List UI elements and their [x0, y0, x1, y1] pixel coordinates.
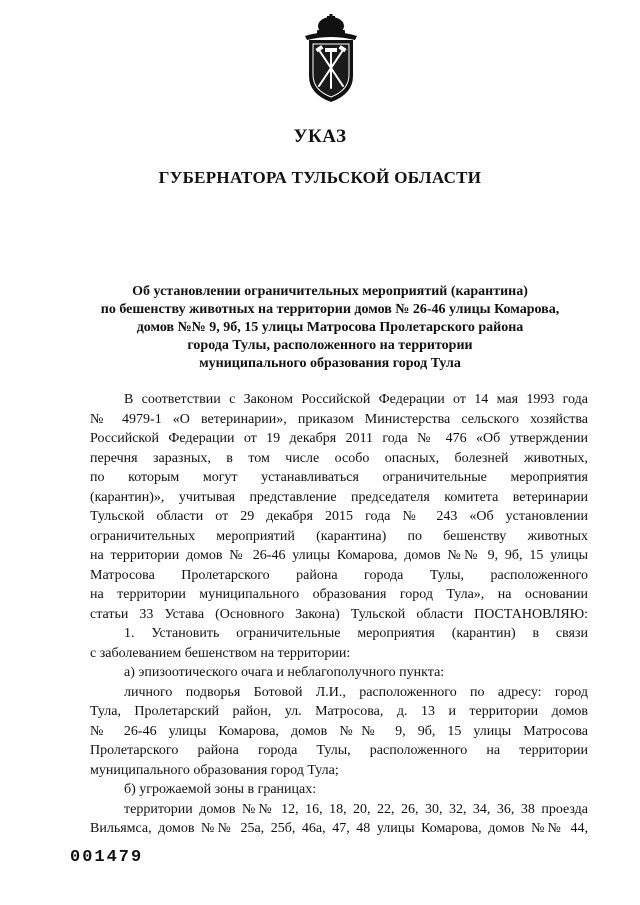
body-line: (карантин)», учитывая представление председателя комитета ветеринарии	[90, 489, 588, 505]
body-line: на территории домов № 26-46 улицы Комарова, домов №№ 9, 9б, 15 улицы	[90, 548, 588, 563]
tula-coat-of-arms-icon	[301, 14, 361, 104]
body-line: территории домов №№ 12, 16, 18, 20, 22, 26, 30, 32, 34, 36, 38 проезда	[124, 801, 588, 817]
decree-title: УКАЗ	[293, 126, 347, 147]
body-line: а) эпизоотического очага и неблагополучного пункта:	[124, 665, 445, 680]
body-line: личного подворья Ботовой Л.И., расположенного по адресу: город	[124, 684, 588, 700]
body-line: ограничительных мероприятий (карантина) по бешенству животных	[90, 528, 588, 544]
body-line: Вильямса, домов №№ 25а, 25б, 46а, 47, 48 улицы Комарова, домов №№ 44,	[90, 821, 588, 836]
body-line: перечня заразных, в том числе особо опасных, болезней животных,	[90, 450, 588, 466]
body-line: 1. Установить ограничительные мероприятия (карантин) в связи	[124, 626, 588, 641]
decree-body	[90, 390, 588, 839]
body-line: Тульской области от 29 декабря 2015 года № 243 «Об установлении	[90, 509, 588, 524]
subject-line: по бешенству животных на территории домов № 26-46 улицы Комарова,	[100, 302, 560, 317]
subject-line: домов №№ 9, 9б, 15 улицы Матросова Пролетарского района	[136, 320, 524, 335]
subject-line: Об установлении ограничительных мероприятий (карантина)	[132, 284, 528, 299]
body-line: № 26-46 улицы Комарова, домов №№ 9, 9б, 15 улицы Матросова	[90, 723, 588, 739]
body-line: Российской Федерации от 19 декабря 2011 года № 476 «Об утверждении	[90, 431, 588, 446]
body-line: № 4979-1 «О ветеринарии», приказом Министерства сельского хозяйства	[90, 411, 588, 427]
document-serial-number: 001479	[70, 848, 144, 867]
body-line: с заболеванием бешенством на территории:	[90, 645, 351, 661]
body-line: на территории муниципального образования город Тула», на основании	[90, 587, 588, 602]
body-line: Пролетарского района города Тулы, расположенного на территории	[90, 743, 588, 758]
body-line: по которым могут устанавливаться ограничительные мероприятия	[90, 470, 588, 485]
subject-line: муниципального образования город Тула	[199, 356, 461, 371]
decree-subtitle: ГУБЕРНАТОРА ТУЛЬСКОЙ ОБЛАСТИ	[158, 168, 482, 187]
body-line: Матросова Пролетарского района города Тулы, расположенного	[90, 567, 588, 583]
decree-subject	[70, 283, 590, 373]
body-line: статьи 33 Устава (Основного Закона) Тульской области ПОСТАНОВЛЯЮ:	[90, 606, 588, 622]
body-line: В соответствии с Законом Российской Федерации от 14 мая 1993 года	[124, 392, 588, 407]
body-line: Тула, Пролетарский район, ул. Матросова, д. 13 и территории домов	[90, 704, 588, 719]
body-line: муниципального образования город Тула;	[90, 762, 339, 778]
subject-line: города Тулы, расположенного на территории	[187, 338, 473, 353]
body-line: б) угрожаемой зоны в границах:	[124, 782, 317, 797]
